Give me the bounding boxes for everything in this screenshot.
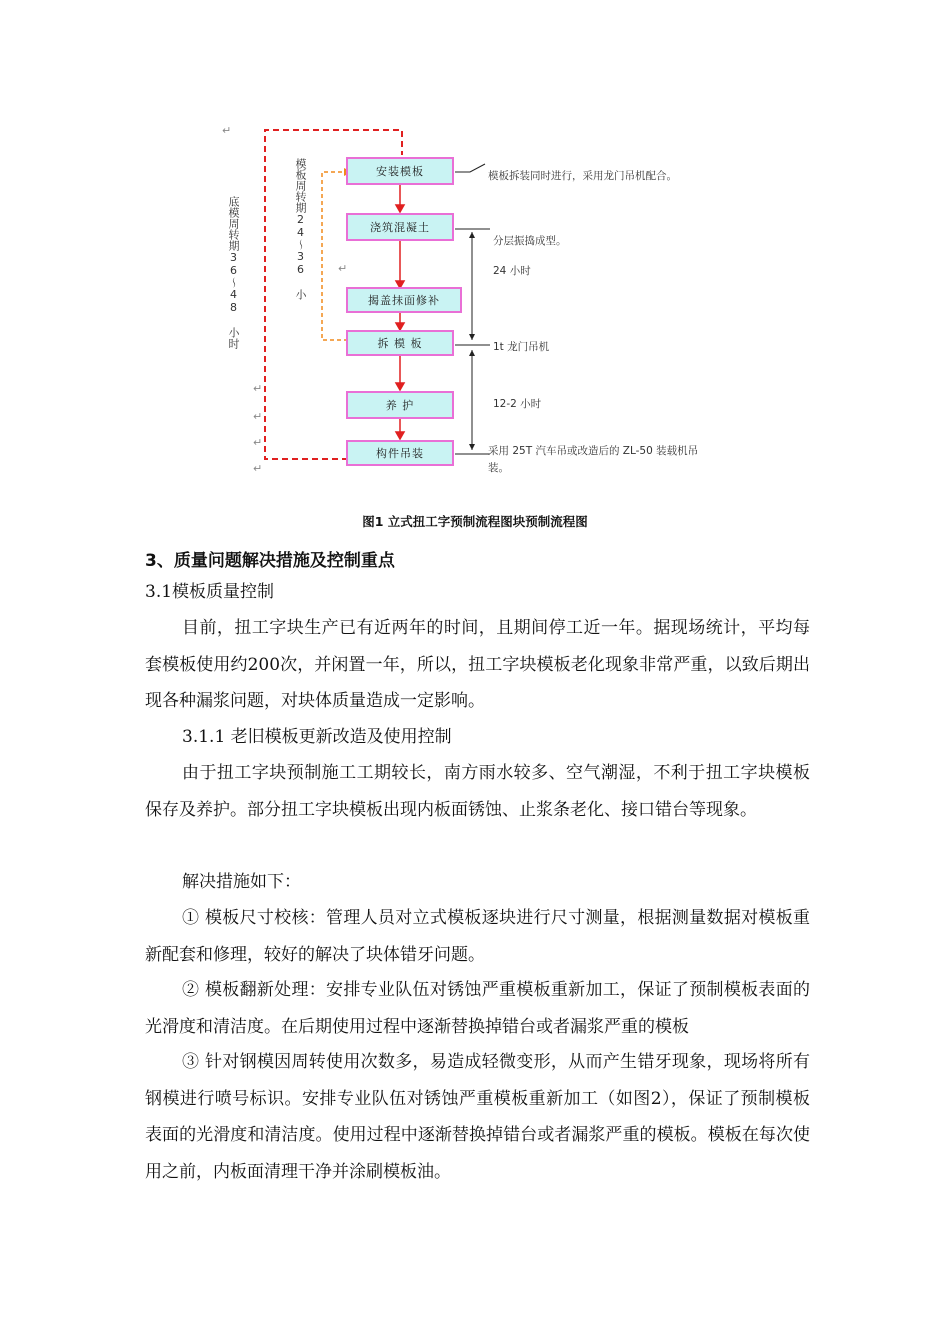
label-bottom-mold-cycle: 底模周转期36～48 小时 [227,196,240,349]
flowchart-lines [0,0,950,500]
figure-caption: 图1 立式扭工字预制流程图块预制流程图 [362,514,588,529]
note-install: 模板拆装同时进行，采用龙门吊机配合。 [488,170,677,182]
subsubsection-title: 3.1.1 老旧模板更新改造及使用控制 [182,727,452,747]
note-crane: 1t 龙门吊机 [493,341,550,353]
note-12-hours: 12-2 小时 [493,398,542,410]
flow-box-lift: 构件吊装 [346,440,454,466]
flow-box-install: 安装模板 [346,157,454,185]
paragraph-5: ② 模板翻新处理：安排专业队伍对锈蚀严重模板重新加工，保证了预制模板表面的光滑度和清洁度。在后期使用过程中逐渐替换掉错台或者漏浆严重的模板 [145,980,810,1037]
note-lift-line2: 装。 [488,462,509,474]
note-pour: 分层振捣成型。 [493,235,567,247]
paragraph-6: ③ 针对钢模因周转使用次数多，易造成轻微变形，从而产生错牙现象，现场将所有钢模进行喷号标识。安排专业队伍对锈蚀严重模板重新加工（如图2），保证了预制模板表面的光滑度和清洁度。使用过程中逐渐替换掉错台或者漏浆严重的模板。模板在每次使用之前，内板面清理干净并涂刷模板油。 [145,1052,810,1182]
note-24-hours: 24 小时 [493,265,531,277]
subsection-title: 3.1模板质量控制 [145,582,275,602]
flow-box-strip: 拆 模 板 [346,330,454,356]
flow-box-cure: 养 护 [346,391,454,419]
paragraph-2: 由于扭工字块预制施工工期较长，南方雨水较多、空气潮湿，不利于扭工字块模板保存及养护。部分扭工字块模板出现内板面锈蚀、止浆条老化、接口错台等现象。 [145,763,810,820]
section-heading: 3、质量问题解决措施及控制重点 [145,551,395,571]
label-side-mold-cycle: 模板周转期24～36 小 [294,158,307,300]
flow-box-pour: 浇筑混凝土 [346,213,454,241]
note-lift-line1: 采用 25T 汽车吊或改造后的 ZL-50 装载机吊 [488,445,699,457]
paragraph-3: 解决措施如下： [182,872,301,892]
paragraph-1: 目前，扭工字块生产已有近两年的时间，且期间停工近一年。据现场统计，平均每套模板使用约200次，并闲置一年，所以，扭工字块模板老化现象非常严重，以致后期出现各种漏浆问题，对块体质量造成一定影响。 [145,618,810,711]
flow-box-finish: 揭盖抹面修补 [346,287,462,313]
side-mold-loop-line [322,172,348,340]
paragraph-4: ① 模板尺寸校核：管理人员对立式模板逐块进行尺寸测量，根据测量数据对模板重新配套和修理，较好的解决了块体错牙问题。 [145,908,810,965]
